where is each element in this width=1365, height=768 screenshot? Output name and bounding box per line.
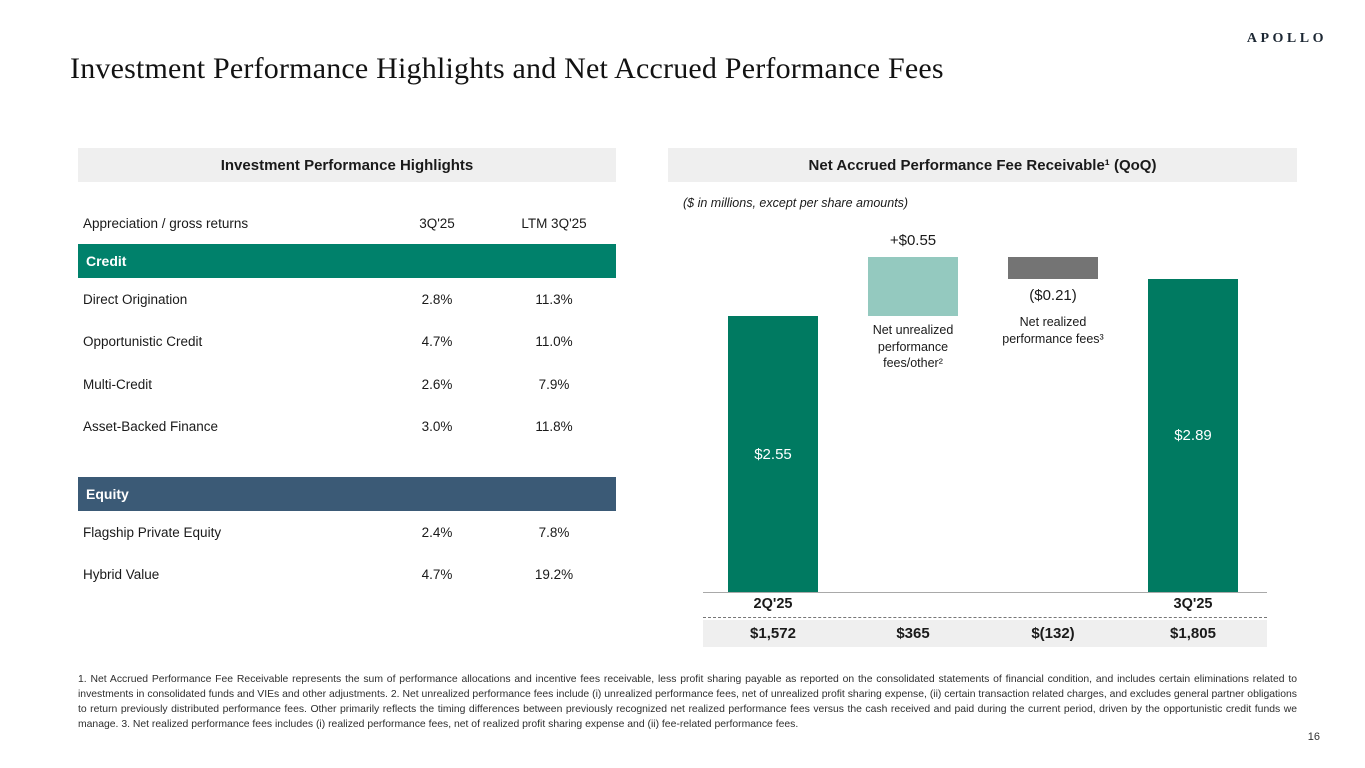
credit-section-header: Credit (78, 244, 616, 278)
table-row-hybrid-value (78, 554, 616, 597)
row-label: Multi-Credit (83, 376, 153, 392)
footer-value-band (703, 620, 1267, 647)
col-header-appreciation: Appreciation / gross returns (83, 215, 249, 231)
row-label: Opportunistic Credit (83, 334, 203, 350)
chart-subtitle: ($ in millions, except per share amounts) (683, 196, 909, 210)
net-accrued-fee-panel (668, 148, 1297, 210)
table-row-flagship-private-equity (78, 511, 616, 554)
table-row-asset-backed-finance (78, 406, 616, 449)
row-value-ltm: 19.2% (534, 567, 574, 583)
column-header-row (78, 212, 616, 234)
col-header-ltm-3q25: LTM 3Q'25 (521, 215, 587, 231)
col-header-3q25: 3Q'25 (419, 215, 455, 231)
footer-value-unrealized: $365 (896, 625, 930, 642)
row-value-ltm: 7.9% (538, 376, 570, 392)
row-label: Hybrid Value (83, 567, 160, 583)
row-value-q: 4.7% (421, 334, 453, 350)
row-value-q: 3.0% (421, 419, 453, 435)
table-row-direct-origination (78, 278, 616, 321)
category-net-realized: Net realized performance fees³ (1002, 315, 1104, 346)
table-row-opportunistic-credit (78, 321, 616, 364)
category-net-unrealized: Net unrealized performance fees/other² (872, 323, 954, 370)
bar-value-label: $2.89 (1174, 427, 1212, 445)
row-value-q: 2.6% (421, 376, 453, 392)
bar-net-unrealized (868, 257, 958, 317)
row-label: Direct Origination (83, 291, 188, 307)
bar-2q25 (728, 316, 818, 592)
row-value-q: 2.4% (421, 524, 453, 540)
row-value-ltm: 11.8% (535, 419, 573, 435)
left-panel-header: Investment Performance Highlights (78, 148, 616, 182)
right-panel-header: Net Accrued Performance Fee Receivable¹ (QoQ) (668, 148, 1297, 182)
apollo-logo: APOLLO (1246, 31, 1327, 46)
x-axis-line (703, 592, 1267, 593)
row-value-ltm: 11.0% (535, 334, 573, 350)
footer-value-3q25: $1,805 (1170, 625, 1216, 642)
waterfall-chart (668, 230, 1297, 650)
dashed-divider (703, 617, 1267, 618)
page-number: 16 (1307, 731, 1320, 743)
annotation-minus-021: ($0.21) (1029, 287, 1077, 304)
bar-value-label: $2.55 (754, 445, 792, 463)
table-row-multi-credit (78, 363, 616, 406)
footnote: 1. Net Accrued Performance Fee Receivable represents the sum of performance allocations and incentive fees receivable, less profit sharing payable as reported on the consolidated statements of financial condition, and includes certain eliminations related to investments in consolidated funds and VIEs and other adjustments. 2. Net unrealized performance fees include (i) unrealized performance fees, net of unrealized profit sharing expense, (ii) certain transaction related charges, and excludes general partner obligations to return previously distributed performance fees. Other primarily reflects the timing differences between previously recognized net realized performance fees versus the cash received and paid during the current period, driven by the opportunistic credit funds we manage. 3. Net realized performance fees includes (i) realized performance fees, net of realized profit sharing expense and (ii) fee-related performance fees. (78, 674, 1297, 731)
row-value-q: 4.7% (421, 567, 453, 583)
annotation-plus-055: +$0.55 (889, 232, 937, 249)
footer-value-2q25: $1,572 (750, 625, 796, 642)
row-label: Flagship Private Equity (83, 524, 222, 540)
row-value-q: 2.8% (421, 291, 453, 307)
category-2q25: 2Q'25 (753, 596, 793, 612)
investment-performance-panel (78, 148, 616, 596)
bar-3q25 (1148, 279, 1238, 592)
footer-value-realized: $(132) (1031, 625, 1075, 642)
page-title: Investment Performance Highlights and Net Accrued Performance Fees (70, 52, 944, 85)
row-value-ltm: 7.8% (538, 524, 570, 540)
row-value-ltm: 11.3% (535, 291, 573, 307)
row-label: Asset-Backed Finance (83, 419, 219, 435)
equity-section-header: Equity (78, 477, 616, 511)
category-3q25: 3Q'25 (1173, 596, 1213, 612)
bar-net-realized (1008, 257, 1098, 280)
